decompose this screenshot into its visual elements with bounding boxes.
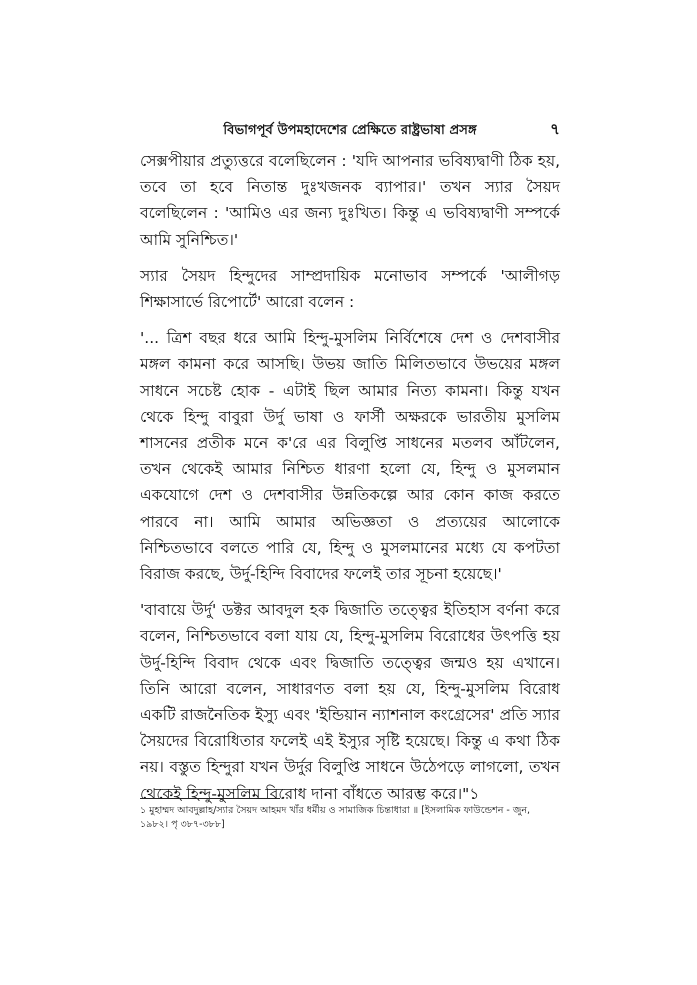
body-text [140, 148, 560, 819]
footnote-divider [140, 798, 280, 799]
page-number: ৭ [550, 120, 560, 138]
running-header [140, 118, 560, 143]
paragraph-1: সেক্সপীয়ার প্রত্যুত্তরে বলেছিলেন : 'যদি আপনার ভবিষ্যদ্বাণী ঠিক হয়, তবে তা হবে নিতান্ত দুঃখজনক ব্যাপার।' তখন স্যার সৈয়দ বলেছিলেন : 'আমিও এর জন্য দুঃখিত। কিন্তু এ ভবিষ্যদ্বাণী সম্পর্কে আমি সুনিশ্চিত।' [140, 152, 560, 249]
footnote: ১ মুহাম্মদ আবদুল্লাহ/স্যার সৈয়দ আহমদ খাঁর ধর্মীয় ও সামাজিক চিন্তাধারা ॥ [ইসলামিক ফাউন্ডেশন - জুন, ১৯৮২। পৃ ৩৮৭-৩৮৮] [140, 805, 531, 830]
paragraph-4: 'বাবায়ে উর্দু' ডক্টর আবদুল হক দ্বিজাতি তত্ত্বের ইতিহাস বর্ণনা করে বলেন, নিশ্চিতভাবে বলা যায় যে, হিন্দু-মুসলিম বিরোধের উৎপত্তি হয় উর্দু-হিন্দি বিবাদ থেকে এবং দ্বিজাতি তত্ত্বের জন্মও হয় এখানে। তিনি আরো বলেন, সাধারণত বলা হয় যে, হিন্দু-মুসলিম বিরোধ একটি রাজনৈতিক ইস্যু এবং 'ইন্ডিয়ান ন্যাশনাল কংগ্রেসের' প্রতি স্যার সৈয়দের বিরোধিতার ফলেই এই ইস্যুর সৃষ্টি হয়েছে। কিন্তু এ কথা ঠিক নয়। বস্তুত হিন্দুরা যখন উর্দুর বিলুপ্তি সাধনে উঠেপড়ে লাগলো, তখন থেকেই হিন্দু-মুসলিম বিরোধ দানা বাঁধতে আরম্ভ করে।"১ [140, 601, 560, 803]
paragraph-2: স্যার সৈয়দ হিন্দুদের সাম্প্রদায়িক মনোভাব সম্পর্কে 'আলীগড় শিক্ষাসার্ভে রিপোর্টে' আরো বলেন : [140, 266, 560, 312]
running-title: বিভাগপূর্ব উপমহাদেশের প্রেক্ষিতে রাষ্ট্রভাষা প্রসঙ্গ [223, 123, 477, 138]
quotation-paragraph: '... ত্রিশ বছর ধরে আমি হিন্দু-মুসলিম নির্বিশেষে দেশ ও দেশবাসীর মঙ্গল কামনা করে আসছি। উভয় জাতি মিলিতভাবে উভয়ের মঙ্গল সাধনে সচেষ্ট হোক - এটাই ছিল আমার নিত্য কামনা। কিন্তু যখন থেকে হিন্দু বাবুরা উর্দু ভাষা ও ফার্সী অক্ষরকে ভারতীয় মুসলিম শাসনের প্রতীক মনে ক'রে এর বিলুপ্তি সাধনের মতলব আঁটলেন, তখন থেকেই আমার নিশ্চিত ধারণা হলো যে, হিন্দু ও মুসলমান একযোগে দেশ ও দেশবাসীর উন্নতিকল্পে আর কোন কাজ করতে পারবে না। আমি আমার অভিজ্ঞতা ও প্রত্যয়ের আলোকে নিশ্চিতভাবে বলতে পারি যে, হিন্দু ও মুসলমানের মধ্যে যে কপটতা বিরাজ করছে, উর্দু-হিন্দি বিবাদের ফলেই তার সূচনা হয়েছে।' [140, 329, 560, 584]
